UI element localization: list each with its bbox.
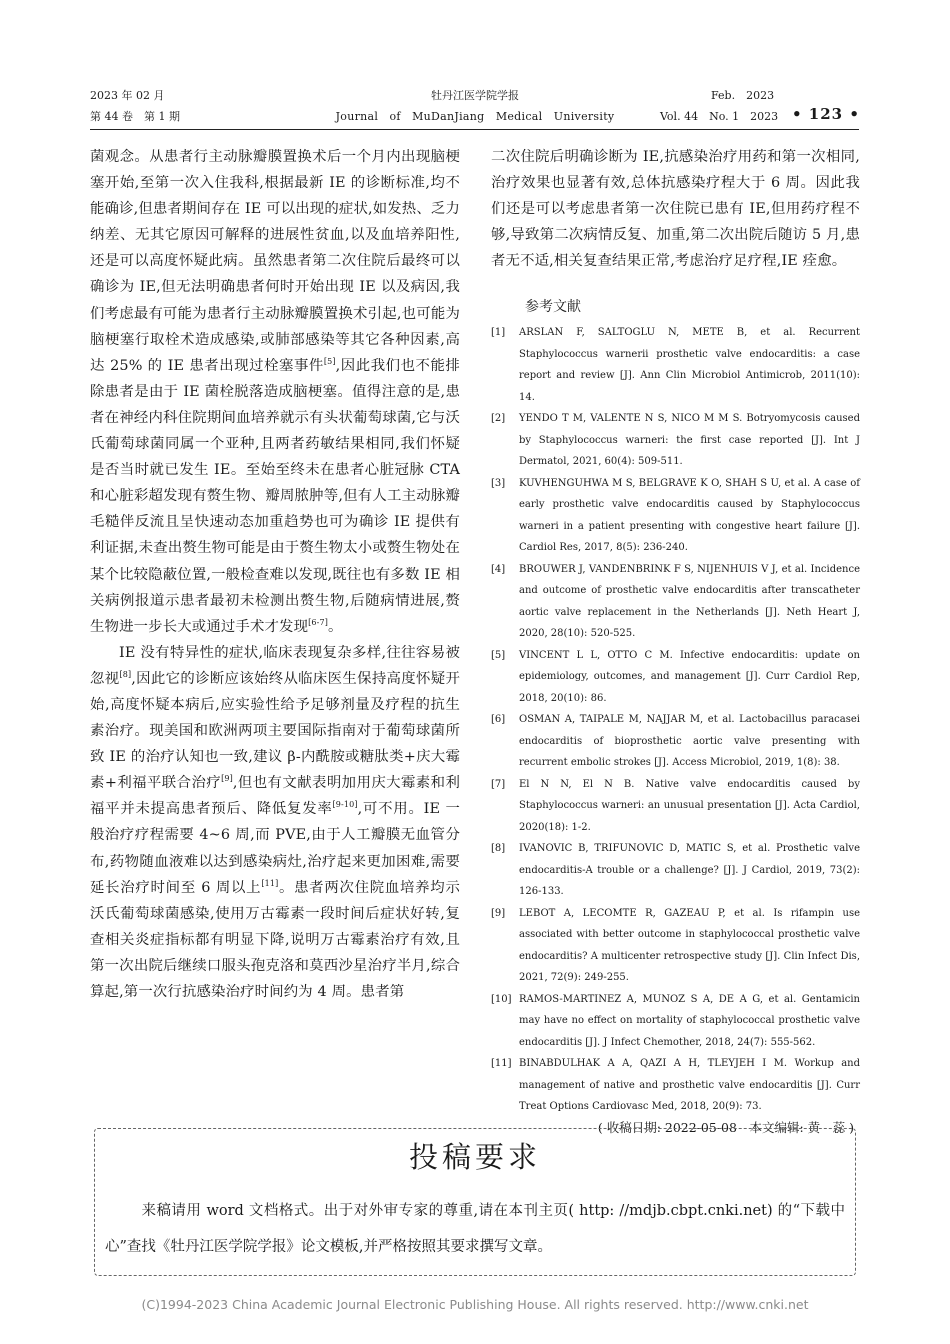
header-journal-cn: 牡丹江医学院学报 bbox=[431, 89, 519, 102]
header-date-cn: 2023 年 02 月 bbox=[90, 89, 165, 102]
header-date-en: Feb. 2023 bbox=[711, 89, 775, 102]
text-run: ,但也有文献表明加用庆大霉素和利福平并未提高患者预后、降低复发率 bbox=[90, 775, 460, 818]
body-paragraph: 二次住院后明确诊断为 IE,抗感染治疗用药和第一次相同,治疗效果也显著有效,总体抗感染疗程大于 6 周。因此我们还是可以考虑患者第一次住院已患有 IE,但用药疗程不够,导致第二次病情反复、加重,第二次出院后随访 5 月,患者无不适,相关复查结果正常,考虑治疗足疗程,IE 痊愈。 bbox=[491, 149, 860, 270]
reference-number: [9] bbox=[491, 907, 506, 919]
text-run: ,因此我们也不能排除患者是由于 IE 菌栓脱落造成脑梗塞。值得注意的是,患者在神经内科住院期间血培养就示有头状葡萄球菌,它与沃氏葡萄球菌同属一个亚种,且两者药敏结果相同,我们怀疑是否当时就已发生 IE。至始至终未在患者心脏冠脉 CTA 和心脏彩超发现有赘生物、瓣周脓肿等,但有人工主动脉瓣毛糙伴反流且呈快速动态加重趋势也可为确诊 IE 提供有利证据,未查出赘生物可能是由于赘生物太小或赘生物处在某个比较隐蔽位置,一般检查难以发现,既往也有多数 IE 相关病例报道示患者最初未检测出赘生物,后随病情进展,赘生物进一步长大或通过手术才发现 bbox=[90, 357, 460, 635]
reference-text: LEBOT A, LECOMTE R, GAZEAU P, et al. Is rifampin use associated with better outcome in staphylococcal prosthetic valve endocarditis? A multicenter retrospective study [J]. Clin Infect Dis, 2021, 72(9): 249-255. bbox=[519, 907, 860, 984]
reference-item bbox=[491, 838, 860, 903]
reference-item bbox=[491, 989, 860, 1054]
reference-item bbox=[491, 645, 860, 710]
reference-text: OSMAN A, TAIPALE M, NAJJAR M, et al. Lactobacillus paracasei endocarditis of bioprosthetic aortic valve presenting with recurrent embolic strokes [J]. Access Microbiol, 2019, 1(8): 38. bbox=[519, 714, 860, 769]
notice-text: 来稿请用 word 文档格式。出于对外审专家的尊重,请在本刊主页( http: //mdjb.cbpt.cnki.net) 的“下载中心”查找《牡丹江医学院学报》论文模板,并严格按照其要求撰写文章。 bbox=[105, 1203, 845, 1255]
reference-number: [6] bbox=[491, 714, 506, 726]
text-run: 。患者两次住院血培养均示沃氏葡萄球菌感染,使用万古霉素一段时间后症状好转,复查相关炎症指标都有明显下降,说明万古霉素治疗有效,且第一次出院后继续口服头孢克洛和莫西沙星治疗半月,综合算起,第一次行抗感染治疗时间约为 4 周。患者第 bbox=[90, 879, 460, 1000]
notice-title: 投稿要求 bbox=[408, 1140, 541, 1174]
reference-text: IVANOVIC B, TRIFUNOVIC D, MATIC S, et al. Prosthetic valve endocarditis-A trouble or a challenge? [J]. J Cardiol, 2019, 73(2): 126-133. bbox=[519, 843, 860, 898]
reference-number: [8] bbox=[491, 843, 506, 855]
body-paragraph bbox=[90, 144, 460, 640]
reference-item bbox=[491, 903, 860, 989]
header-journal-en: Journal of MuDanJiang Medical University bbox=[335, 110, 615, 123]
references-title: 参考文献 bbox=[525, 299, 581, 316]
citation: [11] bbox=[261, 878, 279, 888]
received-note: ( 收稿日期: 2022-05-08 本文编辑: 黄 蕊 ) bbox=[597, 1119, 854, 1135]
citation: [9] bbox=[221, 774, 233, 784]
reference-number: [5] bbox=[491, 649, 506, 661]
text-run: IE 没有特异性的症状,临床表现复杂多样,往往容易被忽视 bbox=[90, 644, 460, 687]
text-run: 菌观念。从患者行主动脉瓣膜置换术后一个月内出现脑梗塞开始,至第一次入住我科,根据最新 IE 的诊断标准,均不能确诊,但患者期间存在 IE 可以出现的症状,如发热、乏力纳差、无其它原因可解释的进展性贫血,以及血培养阳性,还是可以高度怀疑此病。虽然患者第二次住院后最终可以确诊为 IE,但无法明确患者何时开始出现 IE 以及病因,我们考虑最有可能为患者行主动脉瓣膜置换术引起,也可能为脑梗塞行取栓术造成感染,或肺部感染等其它各种因素,高达 25% 的 IE 患者出现过栓塞事件 bbox=[90, 149, 460, 374]
reference-item bbox=[491, 774, 860, 839]
reference-number: [3] bbox=[491, 477, 506, 489]
reference-text: YENDO T M, VALENTE N S, NICO M M S. Botryomycosis caused by Staphylococcus warneri: the first case reported [J]. Int J Dermatol, 2021, 60(4): 509-511. bbox=[519, 413, 860, 468]
reference-item bbox=[491, 473, 860, 559]
body-paragraph bbox=[90, 640, 460, 1005]
left-column bbox=[90, 144, 460, 1005]
reference-item bbox=[491, 322, 860, 408]
reference-number: [4] bbox=[491, 563, 506, 575]
citation: [6-7] bbox=[308, 617, 328, 627]
reference-item bbox=[491, 559, 860, 645]
right-column bbox=[491, 144, 860, 1138]
reference-text: BINABDULHAK A A, QAZI A H, TLEYJEH I M. Workup and management of native and prosthetic valve endocarditis [J]. Curr Treat Options Cardiovasc Med, 2018, 20(9): 73. bbox=[519, 1058, 860, 1113]
reference-number: [11] bbox=[491, 1058, 512, 1070]
reference-text: ARSLAN F, SALTOGLU N, METE B, et al. Recurrent Staphylococcus warnerii prosthetic valve endocarditis: a case report and review [J]. Ann Clin Microbiol Antimicrob, 2011(10): 14. bbox=[519, 327, 860, 403]
header-volume-cn: 第 44 卷 第 1 期 bbox=[90, 110, 180, 123]
reference-number: [1] bbox=[491, 327, 506, 339]
reference-item bbox=[491, 1053, 860, 1118]
citation: [8] bbox=[119, 670, 132, 680]
reference-text: KUVHENGUHWA M S, BELGRAVE K O, SHAH S U, et al. A case of early prosthetic valve endocarditis caused by Staphylococcus warneri in a patient presenting with congestive heart failure [J]. Cardiol Res, 2017, 8(5): 236-240. bbox=[519, 477, 860, 554]
submission-notice bbox=[94, 1128, 856, 1276]
reference-item bbox=[491, 408, 860, 473]
citation: [9-10] bbox=[332, 800, 358, 810]
page-number: • 123 • bbox=[792, 105, 860, 123]
header-volume-en: Vol. 44 No. 1 2023 bbox=[660, 110, 779, 123]
reference-text: BROUWER J, VANDENBRINK F S, NIJENHUIS V J, et al. Incidence and outcome of prosthetic valve endocarditis after transcatheter aortic valve replacement in the Netherlands [J]. Neth Heart J, 2020, 28(10): 520-525. bbox=[519, 563, 860, 640]
text-run: 。 bbox=[328, 618, 343, 635]
text-run: ,因此它的诊断应该始终从临床医生保持高度怀疑开始,高度怀疑本病后,应实验性给予足够剂量及疗程的抗生素治疗。现美国和欧洲两项主要国际指南对于葡萄球菌所致 IE 的治疗认知也一致,建议 β-内酰胺或糖肽类+庆大霉素+利福平联合治疗 bbox=[90, 670, 460, 792]
copyright-footer: (C)1994-2023 China Academic Journal Electronic Publishing House. All rights reserved. http://www.cnki.net bbox=[141, 1297, 809, 1312]
header-rule bbox=[90, 129, 859, 130]
citation: [5] bbox=[323, 356, 336, 366]
reference-text: VINCENT L L, OTTO C M. Infective endocarditis: update on epidemiology, outcomes, and management [J]. Curr Cardiol Rep, 2018, 20(10): 86. bbox=[519, 649, 860, 704]
reference-number: [7] bbox=[491, 778, 506, 790]
reference-item bbox=[491, 709, 860, 774]
reference-text: El N N, El N B. Native valve endocarditis caused by Staphylococcus warneri: an unusual presentation [J]. Acta Cardiol, 2020(18): 1-2. bbox=[519, 778, 860, 833]
reference-list bbox=[491, 322, 860, 1118]
notice-body bbox=[105, 1193, 845, 1265]
reference-number: [10] bbox=[491, 993, 512, 1005]
text-run: ,可不用。IE 一般治疗疗程需要 4~6 周,而 PVE,由于人工瓣膜无血管分布,药物随血液难以达到感染病灶,治疗起来更加困难,需要延长治疗时间至 6 周以上 bbox=[90, 801, 460, 896]
reference-text: RAMOS-MARTINEZ A, MUNOZ S A, DE A G, et al. Gentamicin may have no effect on mortality of staphylococcal prosthetic valve endocarditis [J]. J Infect Chemother, 2018, 24(7): 555-562. bbox=[519, 993, 860, 1048]
reference-number: [2] bbox=[491, 413, 506, 425]
